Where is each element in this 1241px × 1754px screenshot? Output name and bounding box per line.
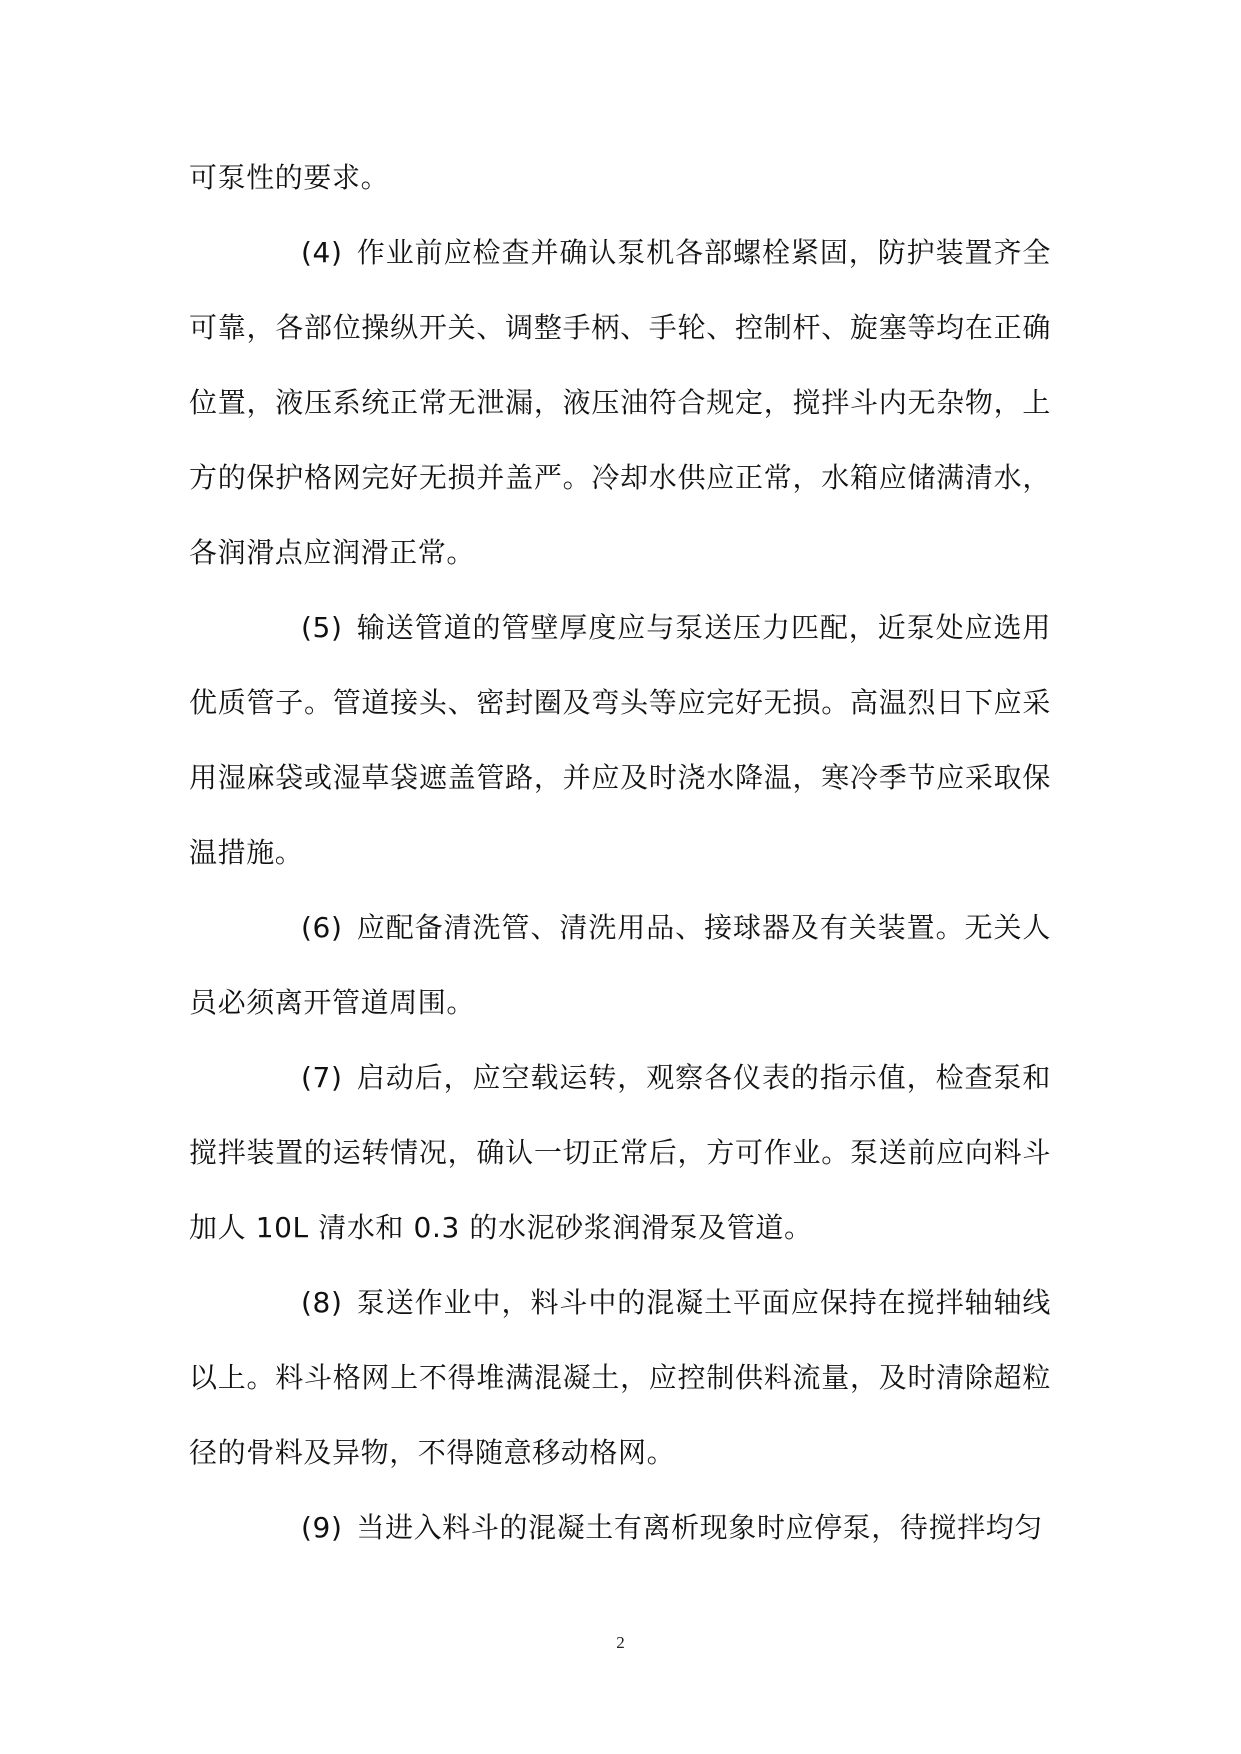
- document-body: [189, 140, 1051, 1565]
- paragraph-item-7: [189, 1040, 1051, 1265]
- paragraph-number: (6): [301, 911, 343, 944]
- paragraph-item-5: [189, 590, 1051, 890]
- paragraph-text: 当进入料斗的混凝土有离析现象时应停泵，待搅拌均匀: [356, 1511, 1043, 1544]
- paragraph-number: (5): [301, 611, 343, 644]
- paragraph-text: 作业前应检查并确认泵机各部螺栓紧固，防护装置齐全可靠，各部位操纵开关、调整手柄、手轮、控制杆、旋塞等均在正确位置，液压系统正常无泄漏，液压油符合规定，搅拌斗内无杂物，上方的保护格网完好无损并盖严。冷却水供应正常，水箱应储满清水，各润滑点应润滑正常。: [189, 236, 1051, 569]
- paragraph-item-9: [189, 1490, 1051, 1565]
- paragraph-number: (4): [301, 236, 343, 269]
- paragraph-text: 输送管道的管壁厚度应与泵送压力匹配，近泵处应选用优质管子。管道接头、密封圈及弯头等应完好无损。高温烈日下应采用湿麻袋或湿草袋遮盖管路，并应及时浇水降温，寒冷季节应采取保温措施。: [189, 611, 1051, 869]
- paragraph-continuation: [189, 140, 1051, 215]
- paragraph-text: 泵送作业中，料斗中的混凝土平面应保持在搅拌轴轴线以上。料斗格网上不得堆满混凝土，应控制供料流量，及时清除超粒径的骨料及异物，不得随意移动格网。: [189, 1286, 1051, 1469]
- page-number: 2: [616, 1633, 625, 1652]
- paragraph-text: 启动后，应空载运转，观察各仪表的指示值，检查泵和搅拌装置的运转情况，确认一切正常后，方可作业。泵送前应向料斗加人 10L 清水和 0.3 的水泥砂浆润滑泵及管道。: [189, 1061, 1051, 1244]
- paragraph-text: 应配备清洗管、清洗用品、接球器及有关装置。无关人员必须离开管道周围。: [189, 911, 1051, 1019]
- paragraph-number: (9): [301, 1511, 343, 1544]
- paragraph-text: 可泵性的要求。: [189, 161, 390, 194]
- paragraph-number: (8): [301, 1286, 343, 1319]
- paragraph-item-4: [189, 215, 1051, 590]
- paragraph-number: (7): [301, 1061, 343, 1094]
- paragraph-item-8: [189, 1265, 1051, 1490]
- paragraph-item-6: [189, 890, 1051, 1040]
